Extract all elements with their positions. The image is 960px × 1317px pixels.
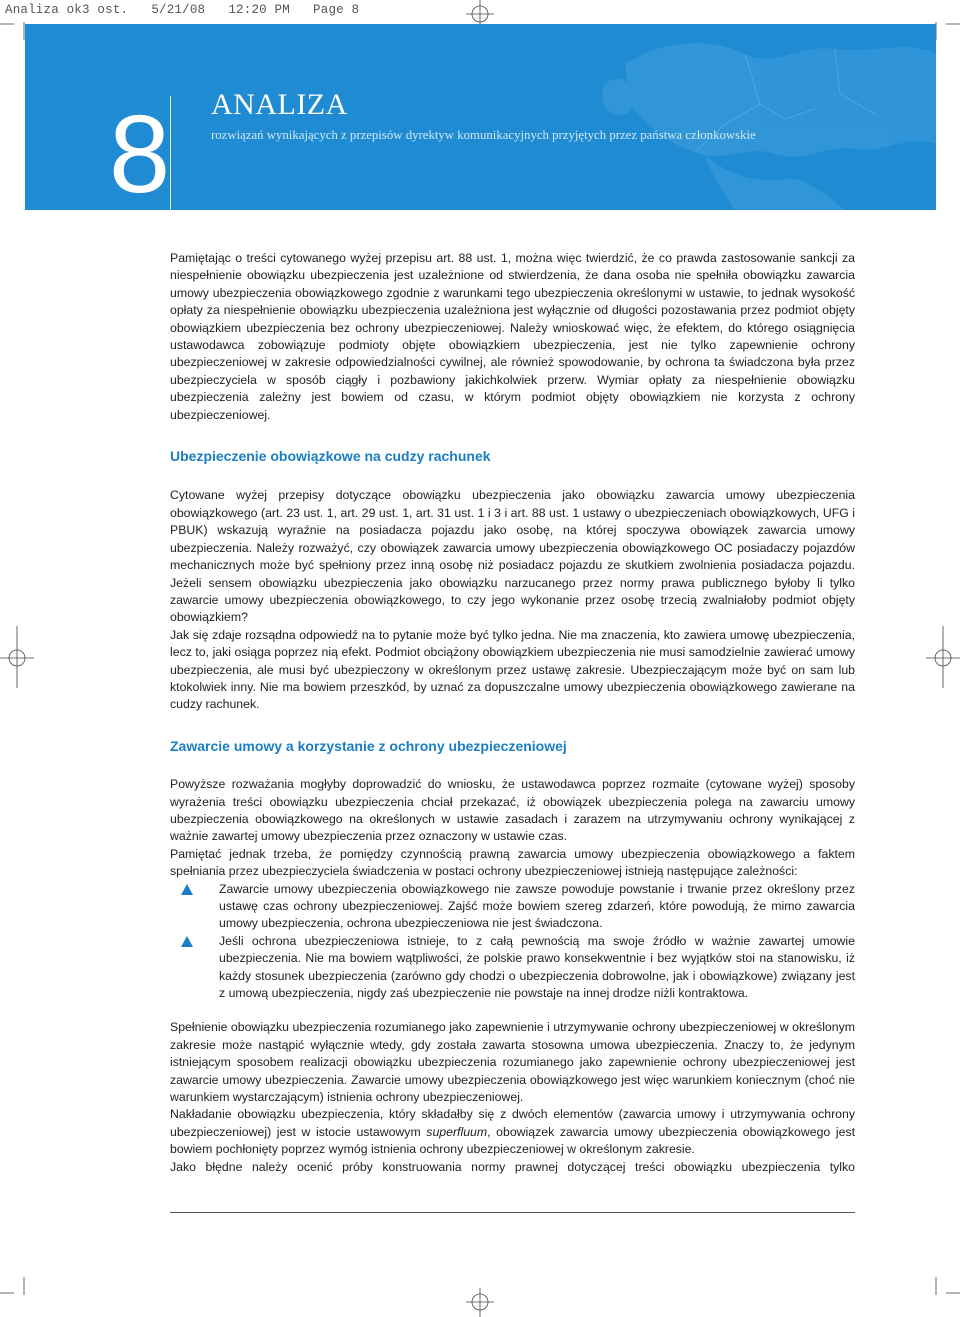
list-item [170, 881, 855, 933]
section2-paragraph-2: Pamiętać jednak trzeba, że pomiędzy czynnością prawną zawarcia umowy ubezpieczenia obowiązkowego a faktem spełniania przez ubezpieczyciela świadczenia w postaci ochrony ubezpieczeniowej istnieją następujące zależności: [170, 846, 855, 879]
paragraph-text: , obowiązek zawarcia umowy ubezpieczenia obowiązkowego jest bowiem pochłonięty poprzez wymóg istnienia ochrony ubezpieczeniowej w określonym zakresie. [170, 1124, 856, 1157]
section-heading-1: Ubezpieczenie obowiązkowe na cudzy rachunek [170, 448, 491, 465]
section2-paragraph-5: Jako błędne należy ocenić próby konstruowania normy prawnej dotyczącej treści obowiązku ubezpieczenia tylko [170, 1159, 855, 1174]
crop-mark-bottom-right [920, 1277, 960, 1317]
list-item-text: Jeśli ochrona ubezpieczeniowa istnieje, to z całą pewnością ma swoje źródło w ważnie zawartej umowie ubezpieczenia. Nie ma bowiem wątpliwości, że polskie prawo konsekwentnie i bez wyjątków stoi na stanowisku, iż każdy stosunek ubezpieczenia (zarówno gdy chodzi o ubezpieczenia dobrowolne, jak i obowiązkowe) związany jest z umową ubezpieczenia, nigdy zaś ubezpieczenie nie powstaje na innej drodze niżli kontraktowa. [219, 933, 855, 1001]
section1-paragraph-1: Cytowane wyżej przepisy dotyczące obowiązku ubezpieczenia jako obowiązku zawarcia umowy ubezpieczenia obowiązkowego (art. 23 ust. 1, art. 29 ust. 1, art. 31 ust. 1 i 3 i art. 88 ust. 1 ustawy o ubezpieczeniach obowiązkowych, UFG i PBUK) wskazują wyraźnie na posiadacza pojazdu jako osobę, na której spoczywa obowiązek zawarcia umowy ubezpieczenia. Należy rozważyć, czy obowiązek zawarcia umowy ubezpieczenia obowiązkowego OC posiadaczy pojazdów mechanicznych może być spełniony przez inną osobę niż posiadacz pojazdu ze skutkiem zwolnienia posiadacza pojazdu. Jeżeli sensem obowiązku ubezpieczenia jako obowiązku narzucanego przez normy prawa publicznego byłoby li tylko zawarcie umowy ubezpieczenia obowiązkowego, to czy jego wykonanie przez osobę trzecią zwalniałoby podmiot objęty obowiązkiem? [170, 488, 855, 625]
section1-paragraph-2: Jak się zdaje rozsądna odpowiedź na to pytanie może być tylko jedna. Nie ma znaczenia, kto zawiera umowę ubezpieczenia, lecz to, jaki osiąga poprzez nią efekt. Podmiot obciążony obowiązkiem ubezpieczenia nie musi samodzielnie zawierać umowy ubezpieczenia, ale musi być ubezpieczony w określonym przez ustawę zakresie. Ubezpieczającym może być on sam lub ktokolwiek inny. Nie ma bowiem przeszkód, by uznać za dopuszczalne umowy ubezpieczenia obowiązkowego zawierane na cudzy rachunek. [170, 627, 855, 712]
chapter-banner [25, 24, 936, 210]
paragraph-text: Nakładanie obowiązku ubezpieczenia, który składałby się z dwóch elementów (zawarcia umowy i utrzymywania ochrony ubezpieczeniowej) jest w istocie ustawowym [170, 1107, 855, 1139]
banner-divider [170, 96, 171, 210]
triangle-bullet-icon [181, 936, 193, 947]
section2-paragraph-3: Spełnienie obowiązku ubezpieczenia rozumianego jako zapewnienie i utrzymywanie ochrony ubezpieczeniowej w określonym zakresie może nastąpić wyłącznie wtedy, gdy została zawarta stosowna umowa ubezpieczenia. Znaczy to, że jedynym istniejącym sposobem realizacji obowiązku ubezpieczenia rozumianego jako zapewnienie ochrony ubezpieczeniowej jest zawarcie umowy ubezpieczenia. Zawarcie umowy ubezpieczenia obowiązkowego jest więc warunkiem koniecznym (choć nie warunkiem wystarczającym) istnienia ochrony ubezpieczeniowej. [170, 1020, 855, 1105]
registration-mark-right [926, 626, 960, 688]
registration-mark-left [0, 626, 34, 688]
intro-paragraph: Pamiętając o treści cytowanego wyżej przepisu art. 88 ust. 1, można więc twierdzić, że co prawda zastosowanie sankcji za niespełnienie obowiązku ubezpieczenia jest uzależnione od stwierdzenia, że dana osoba nie spełniła obowiązku zawarcia umowy ubezpieczenia obowiązkowego zgodnie z warunkami tego ubezpieczenia określonymi w ustawie, to jednak wysokość opłaty za niespełnienie obowiązku ubezpieczenia uzależniona jest wyłącznie od długości pozostawania przez podmiot objęty obowiązkiem ubezpieczenia bez ochrony ubezpieczeniowej. Należy wnioskować więc, że efektem, do którego osiągnięcia ustawodawca zobowiązuje podmioty objęte obowiązkiem ubezpieczenia, jest nie tylko zapewnienie ochrony ubezpieczeniowej w zakresie odpowiedzialności cywilnej, ale również spowodowanie, by ochrona ta świadczona była przez ubezpieczyciela w sposób ciągły i pozbawiony jakichkolwiek przerw. Wymiar opłaty za niespełnienie obowiązku ubezpieczenia zależny jest bowiem od czasu, w którym podmiot objęty obowiązkiem nie korzysta z ochrony ubezpieczeniowej. [170, 251, 855, 422]
section2-paragraph-4 [170, 1106, 855, 1158]
print-slug-line: Analiza ok3 ost. 5/21/08 12:20 PM Page 8 [5, 3, 360, 17]
list-item-text: Zawarcie umowy ubezpieczenia obowiązkowego nie zawsze powoduje powstanie i trwanie przez określony przez ustawę czas ochrony ubezpieczeniowej. Zajść może bowiem szereg zdarzeń, które powodują, że mimo zawarcia umowy ubezpieczenia, ochrona ubezpieczeniowa nie jest świadczona. [219, 881, 855, 931]
registration-mark-bottom [464, 1288, 496, 1317]
triangle-bullet-icon [181, 884, 193, 895]
chapter-number: 8 [109, 93, 171, 210]
crop-mark-bottom-left [0, 1277, 40, 1317]
section2-paragraph-1: Powyższe rozważania mogłyby doprowadzić do wniosku, że ustawodawca poprzez rozmaite (cytowane wyżej) sposoby wyrażenia treści obowiązku ubezpieczenia chciał przekazać, iż obowiązek ubezpieczenia polega na zawarciu umowy ubezpieczenia obowiązkowego na określonych w ustawie zasadach i zarazem na utrzymywaniu ochrony wynikającej z ważnie zawartej umowy ubezpieczenia przez oznaczony w ustawie czas. [170, 777, 855, 844]
chapter-subtitle: rozwiązań wynikających z przepisów dyrektyw komunikacyjnych przyjętych przez państwa członkowskie [211, 128, 756, 142]
europe-map-watermark [585, 24, 936, 210]
dependency-list [170, 881, 855, 1003]
list-item [170, 933, 855, 1003]
section-heading-2: Zawarcie umowy a korzystanie z ochrony ubezpieczeniowej [170, 737, 567, 754]
article-body [170, 250, 855, 1176]
chapter-title: ANALIZA [211, 88, 348, 121]
page-bottom-rule [170, 1212, 855, 1213]
latin-term: superfluum [426, 1124, 488, 1139]
